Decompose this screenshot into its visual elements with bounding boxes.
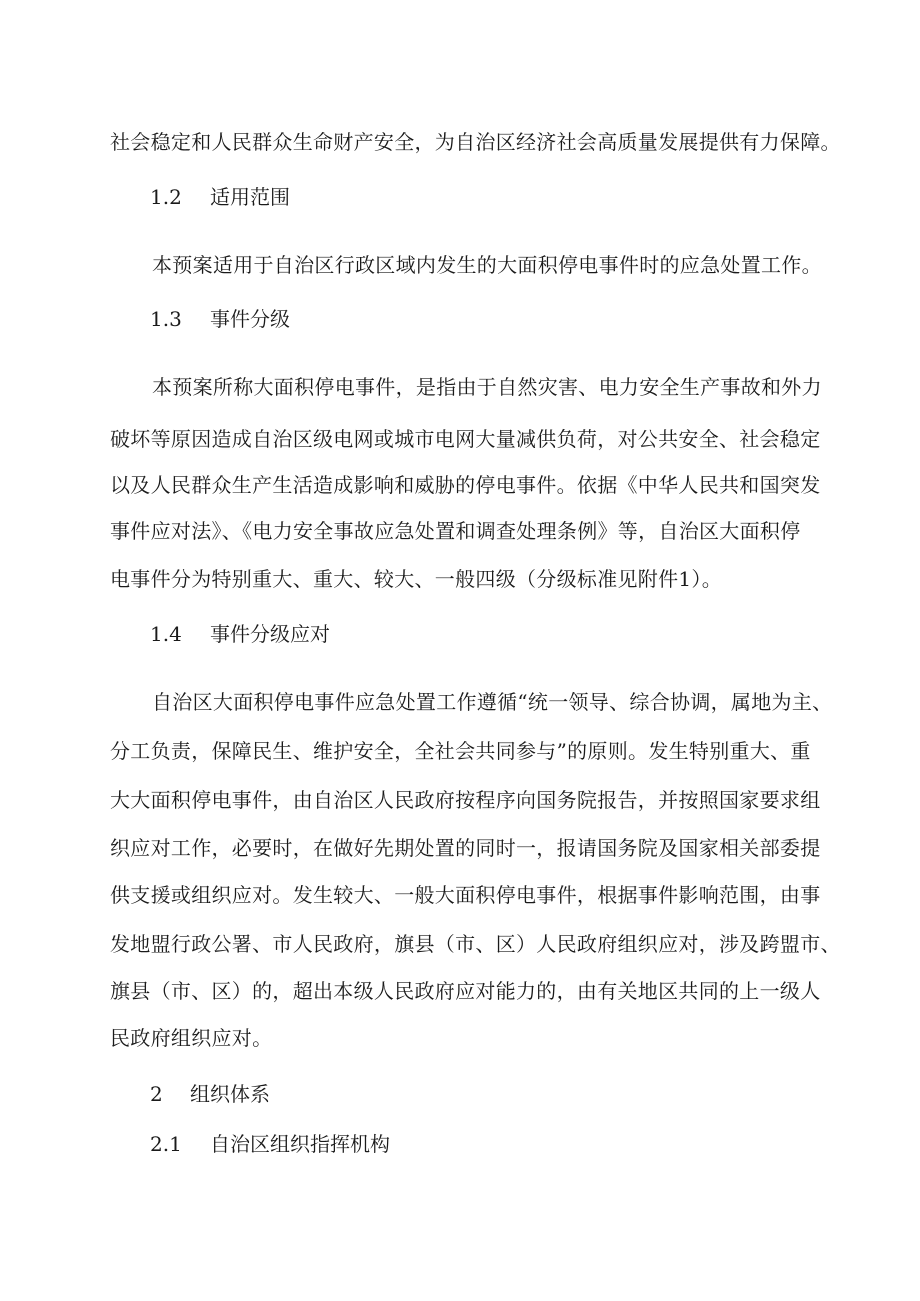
paragraph-line: 本预案适用于自治区行政区域内发生的大面积停电事件时的应急处置工作。: [152, 253, 822, 277]
paragraph-line: 以及人民群众生产生活造成影响和威胁的停电事件。依据《中华人民共和国突发: [110, 473, 821, 497]
paragraph-line: 供支援或组织应对。发生较大、一般大面积停电事件，根据事件影响范围，由事: [110, 883, 821, 907]
paragraph-line: 事件应对法》、《电力安全事故应急处置和调查处理条例》等，自治区大面积停: [110, 519, 801, 543]
section-number: 1.4: [150, 622, 182, 646]
section-title: 自治区组织指挥机构: [210, 1132, 390, 1156]
section-title: 组织体系: [190, 1082, 270, 1106]
paragraph-line: 破坏等原因造成自治区级电网或城市电网大量减供负荷，对公共安全、社会稳定: [110, 427, 821, 451]
section-title: 适用范围: [210, 185, 290, 209]
section-heading-1-2: [150, 183, 290, 211]
paragraph-line: 电事件分为特别重大、重大、较大、一般四级（分级标准见附件1）。: [110, 567, 723, 591]
section-heading-2: [150, 1080, 270, 1108]
section-number: 2.1: [150, 1132, 182, 1156]
paragraph-line: 社会稳定和人民群众生命财产安全，为自治区经济社会高质量发展提供有力保障。: [110, 130, 841, 154]
section-number: 1.2: [150, 185, 182, 209]
section-heading-1-3: [150, 305, 290, 333]
section-number: 2: [150, 1082, 163, 1106]
paragraph-line: 旗县（市、区）的，超出本级人民政府应对能力的，由有关地区共同的上一级人: [110, 979, 821, 1003]
section-number: 1.3: [150, 307, 182, 331]
paragraph-line: 分工负责，保障民生、维护安全，全社会共同参与”的原则。发生特别重大、重: [110, 739, 811, 763]
paragraph-line: 自治区大面积停电事件应急处置工作遵循“统一领导、综合协调，属地为主、: [152, 690, 833, 714]
paragraph-line: 织应对工作，必要时，在做好先期处置的同时一，报请国务院及国家相关部委提: [110, 836, 821, 860]
paragraph-line: 本预案所称大面积停电事件，是指由于自然灾害、电力安全生产事故和外力: [152, 375, 822, 399]
section-heading-2-1: [150, 1130, 390, 1158]
paragraph-line: 民政府组织应对。: [110, 1026, 273, 1050]
paragraph-line: 大大面积停电事件，由自治区人民政府按程序向国务院报告，并按照国家要求组: [110, 788, 821, 812]
section-title: 事件分级应对: [210, 622, 330, 646]
section-title: 事件分级: [210, 307, 290, 331]
section-heading-1-4: [150, 620, 330, 648]
paragraph-line: 发地盟行政公署、市人民政府，旗县（市、区）人民政府组织应对，涉及跨盟市、: [110, 932, 841, 956]
